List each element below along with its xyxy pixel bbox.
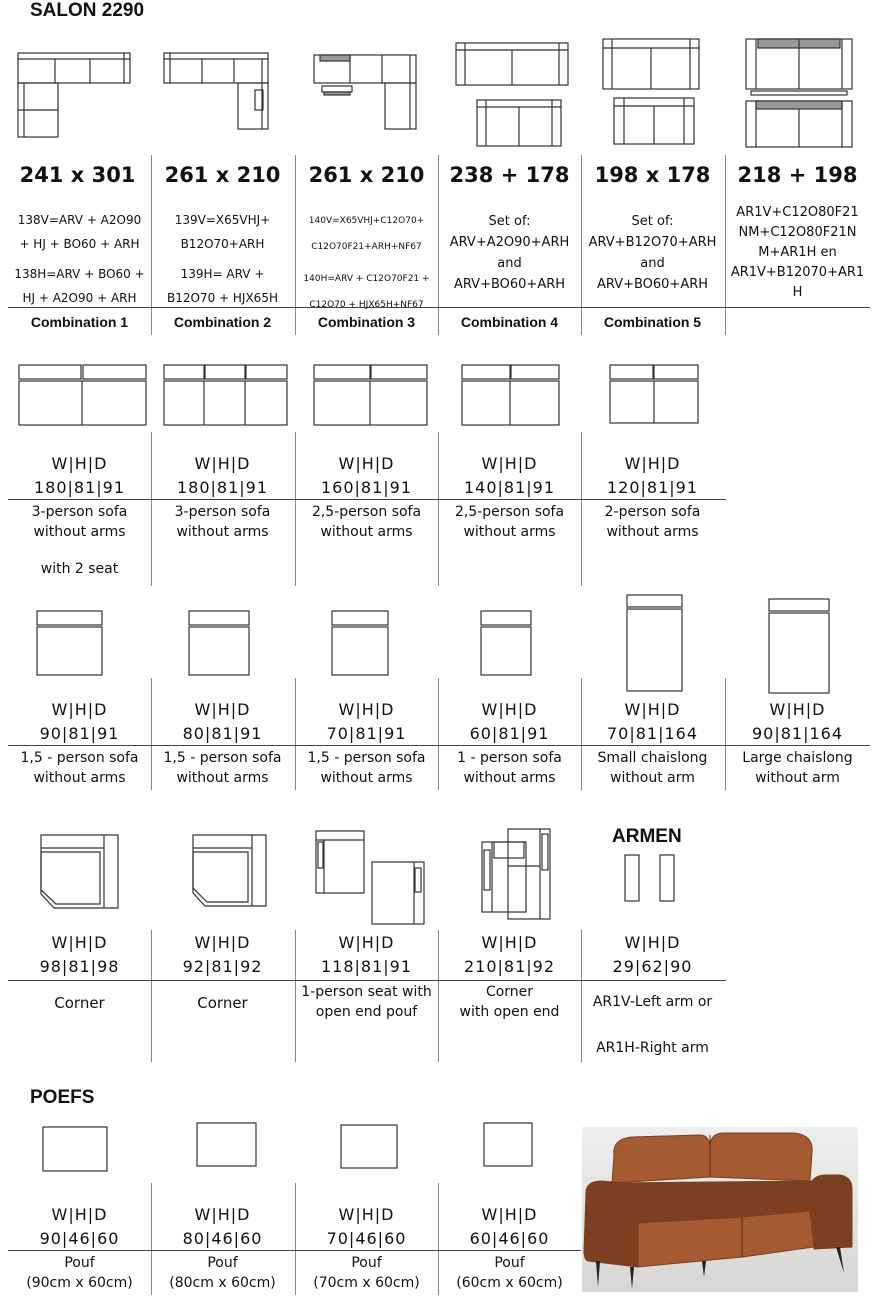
seat-2-whd-value: 80|81|91	[182, 724, 263, 743]
pouf-4-description: Pouf (60cm x 60cm)	[456, 1255, 563, 1291]
seat-4-whd-header: W|H|D	[481, 700, 538, 719]
seat-3-description: 1,5 - person sofa without arms	[307, 750, 426, 786]
combination-3-label: Combination 3	[317, 314, 416, 330]
combination-3-codes: 140V=X65VHJ+C12O70+ C12O70F21+ARH+NF67 140H=ARV + C12O70F21 + C12O70 + HJX65H+NF67	[303, 216, 430, 310]
sofa-4-description: 2,5-person sofa without arms	[454, 504, 565, 540]
seat-1-whd-header: W|H|D	[51, 700, 108, 719]
corner-2-whd-value: 92|81|92	[182, 957, 263, 976]
combination-5-codes: Set of: ARV+B12O70+ARH and ARV+BO60+ARH	[588, 214, 717, 292]
sofa-1-whd-header: W|H|D	[51, 454, 108, 473]
sofa-2-whd-value: 180|81|91	[176, 478, 269, 497]
sofa-photo-illustration	[582, 1127, 858, 1292]
seat-4-description: 1 - person sofa without arms	[457, 750, 562, 786]
combination-4-codes: Set of: ARV+A2O90+ARH and ARV+BO60+ARH	[449, 214, 570, 292]
pouf-3-description: Pouf (70cm x 60cm)	[313, 1255, 420, 1291]
sofa-2-description: 3-person sofa without arms	[174, 504, 271, 540]
seat-90-drawing	[34, 608, 106, 680]
section-title-armen: ARMEN	[612, 826, 682, 847]
pouf-90-drawing	[40, 1124, 112, 1176]
combination-2-codes: 139V=X65VHJ+ B12O70+ARH 139H= ARV + B12O70 + HJX65H	[167, 213, 278, 305]
seat-5-whd-header: W|H|D	[624, 700, 681, 719]
seat-60-drawing	[478, 608, 536, 680]
pouf-2-whd-header: W|H|D	[194, 1205, 251, 1224]
combination-6-codes: AR1V+C12O80F21 NM+C12O80F21N M+AR1H en AR1V+B12070+AR1 H	[730, 205, 865, 300]
seat-3-whd-header: W|H|D	[338, 700, 395, 719]
seat-2-whd-header: W|H|D	[194, 700, 251, 719]
sofa-5-whd-header: W|H|D	[624, 454, 681, 473]
seat-open-end-pouf-drawing	[312, 828, 430, 928]
corner-4-whd-header: W|H|D	[481, 933, 538, 952]
pouf-3-whd-header: W|H|D	[338, 1205, 395, 1224]
sofa-1-description: 3-person sofa without arms with 2 seat	[31, 504, 128, 577]
sofa-5-whd-value: 120|81|91	[606, 478, 699, 497]
arm-whd-header: W|H|D	[624, 933, 681, 952]
corner-92-drawing	[190, 832, 272, 910]
corner-3-whd-value: 118|81|91	[320, 957, 413, 976]
combination-1-drawing	[15, 50, 135, 142]
pouf-2-description: Pouf (80cm x 60cm)	[169, 1255, 276, 1291]
corner-98-drawing	[38, 832, 124, 912]
large-chaislong-drawing	[765, 596, 833, 696]
corner-open-end-drawing	[478, 826, 558, 926]
seat-6-whd-header: W|H|D	[769, 700, 826, 719]
sofa-2-whd-header: W|H|D	[194, 454, 251, 473]
corner-1-whd-header: W|H|D	[51, 933, 108, 952]
combination-2-dimensions: 261 x 210	[164, 163, 281, 187]
seat-80-drawing	[186, 608, 254, 680]
seat-3-whd-value: 70|81|91	[326, 724, 407, 743]
section-title-poefs: POEFS	[30, 1087, 95, 1108]
corner-1-description: Corner	[54, 994, 105, 1012]
sofa-3-whd-header: W|H|D	[338, 454, 395, 473]
pouf-4-whd-header: W|H|D	[481, 1205, 538, 1224]
pouf-60-drawing	[481, 1120, 537, 1170]
pouf-1-whd-value: 90|46|60	[39, 1229, 120, 1248]
sofa-2-5-person-140-drawing	[458, 362, 568, 430]
seat-70-drawing	[329, 608, 393, 680]
combination-6-drawing	[743, 36, 858, 154]
corner-2-description: Corner	[197, 994, 248, 1012]
seat-2-description: 1,5 - person sofa without arms	[163, 750, 282, 786]
seat-1-whd-value: 90|81|91	[39, 724, 120, 743]
corner-1-whd-value: 98|81|98	[39, 957, 120, 976]
pouf-2-whd-value: 80|46|60	[182, 1229, 263, 1248]
combination-3-dimensions: 261 x 210	[308, 163, 425, 187]
sofa-2-5-person-160-drawing	[310, 362, 435, 430]
combination-2-drawing	[160, 50, 272, 134]
sofa-4-whd-value: 140|81|91	[463, 478, 556, 497]
pouf-70-drawing	[338, 1122, 402, 1172]
sofa-3-description: 2,5-person sofa without arms	[311, 504, 422, 540]
sofa-3-person-drawing	[160, 362, 296, 430]
pouf-3-whd-value: 70|46|60	[326, 1229, 407, 1248]
combination-1-label: Combination 1	[30, 314, 129, 330]
seat-1-description: 1,5 - person sofa without arms	[20, 750, 139, 786]
combination-5-dimensions: 198 x 178	[594, 163, 711, 187]
combination-4-label: Combination 4	[460, 314, 559, 330]
page-title: SALON 2290	[30, 0, 145, 21]
pouf-80-drawing	[194, 1120, 260, 1170]
pouf-1-whd-header: W|H|D	[51, 1205, 108, 1224]
combination-4-drawing	[453, 40, 573, 150]
combination-5-label: Combination 5	[603, 314, 702, 330]
combination-2-label: Combination 2	[173, 314, 272, 330]
arm-description: AR1V-Left arm or AR1H-Right arm	[592, 994, 713, 1056]
combination-1-dimensions: 241 x 301	[19, 163, 136, 187]
sofa-1-whd-value: 180|81|91	[33, 478, 126, 497]
pouf-4-whd-value: 60|46|60	[469, 1229, 550, 1248]
sofa-3-whd-value: 160|81|91	[320, 478, 413, 497]
seat-6-whd-value: 90|81|164	[751, 724, 844, 743]
combination-1-codes: 138V=ARV + A2O90 + HJ + BO60 + ARH 138H=ARV + BO60 + HJ + A2O90 + ARH	[14, 213, 145, 305]
corner-2-whd-header: W|H|D	[194, 933, 251, 952]
arm-whd-value: 29|62|90	[612, 957, 693, 976]
sofa-5-description: 2-person sofa without arms	[604, 504, 701, 540]
seat-5-whd-value: 70|81|164	[606, 724, 699, 743]
combination-5-drawing	[600, 36, 710, 150]
corner-4-whd-value: 210|81|92	[463, 957, 556, 976]
corner-3-whd-header: W|H|D	[338, 933, 395, 952]
seat-6-description: Large chaislong without arm	[742, 750, 853, 786]
small-chaislong-drawing	[622, 592, 688, 696]
combination-4-dimensions: 238 + 178	[449, 163, 570, 187]
corner-4-description: Corner with open end	[459, 984, 560, 1020]
combination-6-dimensions: 218 + 198	[737, 163, 858, 187]
seat-4-whd-value: 60|81|91	[469, 724, 550, 743]
arm-pieces-drawing	[620, 852, 680, 904]
pouf-1-description: Pouf (90cm x 60cm)	[26, 1255, 133, 1291]
combination-3-drawing	[310, 50, 422, 134]
sofa-3-person-2-seat-drawing	[15, 362, 151, 430]
seat-5-description: Small chaislong without arm	[597, 750, 708, 786]
sofa-4-whd-header: W|H|D	[481, 454, 538, 473]
sofa-photo	[582, 1127, 858, 1292]
sofa-2-person-drawing	[606, 362, 706, 428]
corner-3-description: 1-person seat with open end pouf	[301, 984, 432, 1020]
